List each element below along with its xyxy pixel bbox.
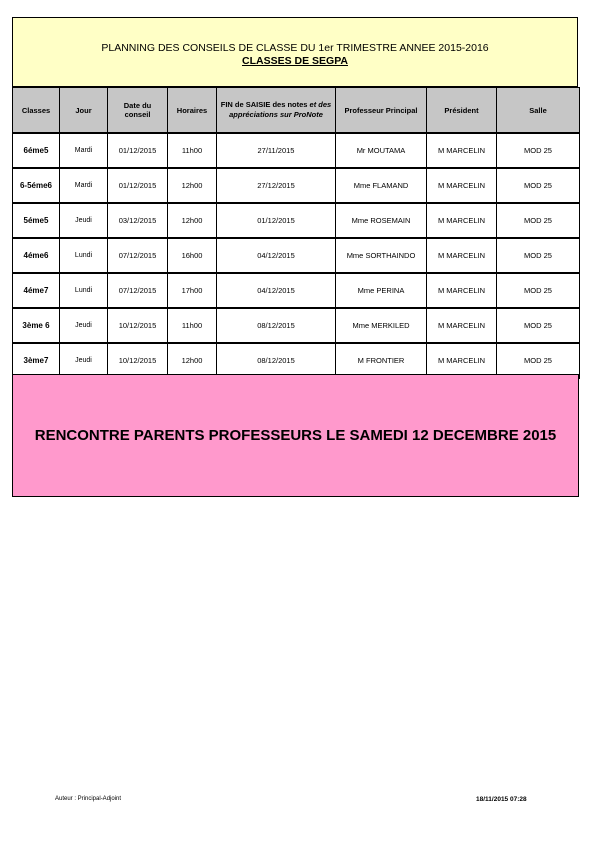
row-date: 10/12/2015 [108, 343, 168, 378]
schedule-table [12, 87, 580, 379]
row-horaire: 11h00 [168, 133, 217, 168]
header-president: Président [427, 88, 497, 134]
row-salle: MOD 25 [497, 133, 580, 168]
header-saisie [217, 88, 336, 134]
row-president: M MARCELIN [427, 308, 497, 343]
row-horaire: 12h00 [168, 168, 217, 203]
row-date: 07/12/2015 [108, 238, 168, 273]
row-president: M MARCELIN [427, 168, 497, 203]
header-date: Date du conseil [108, 88, 168, 134]
row-salle: MOD 25 [497, 308, 580, 343]
row-president: M MARCELIN [427, 133, 497, 168]
row-jour: Jeudi [60, 343, 108, 378]
table-row [13, 273, 580, 308]
table-row [13, 308, 580, 343]
row-professeur: Mme FLAMAND [336, 168, 427, 203]
row-classe: 6-5éme6 [13, 168, 60, 203]
row-jour: Mardi [60, 133, 108, 168]
row-classe: 3ème 6 [13, 308, 60, 343]
row-jour: Lundi [60, 273, 108, 308]
row-jour: Jeudi [60, 203, 108, 238]
page-subtitle [13, 55, 577, 67]
row-date: 10/12/2015 [108, 308, 168, 343]
row-professeur: Mme ROSEMAIN [336, 203, 427, 238]
page-subtitle-text: CLASSES DE SEGPA [242, 55, 348, 67]
page-title: PLANNING DES CONSEILS DE CLASSE DU 1er TRIMESTRE ANNEE 2015-2016 [101, 42, 489, 54]
row-professeur: M FRONTIER [336, 343, 427, 378]
header-classes: Classes [13, 88, 60, 134]
table-row [13, 133, 580, 168]
header-jour: Jour [60, 88, 108, 134]
header-salle: Salle [497, 88, 580, 134]
header-saisie-italic: et des appréciations sur ProNote [229, 100, 332, 119]
row-salle: MOD 25 [497, 203, 580, 238]
row-president: M MARCELIN [427, 203, 497, 238]
row-salle: MOD 25 [497, 273, 580, 308]
row-professeur: Mme PERINA [336, 273, 427, 308]
row-salle: MOD 25 [497, 238, 580, 273]
row-president: M MARCELIN [427, 273, 497, 308]
row-date: 01/12/2015 [108, 133, 168, 168]
row-salle: MOD 25 [497, 168, 580, 203]
row-professeur: Mme SORTHAINDO [336, 238, 427, 273]
row-saisie: 01/12/2015 [217, 203, 336, 238]
row-president: M MARCELIN [427, 343, 497, 378]
row-jour: Jeudi [60, 308, 108, 343]
header-saisie-bold: FIN de SAISIE des notes [220, 100, 308, 109]
table-row [13, 168, 580, 203]
title-box [12, 17, 578, 87]
table-row [13, 203, 580, 238]
header-horaires: Horaires [168, 88, 217, 134]
row-saisie: 04/12/2015 [217, 238, 336, 273]
row-date: 01/12/2015 [108, 168, 168, 203]
row-horaire: 11h00 [168, 308, 217, 343]
meeting-banner [12, 374, 579, 497]
row-saisie: 04/12/2015 [217, 273, 336, 308]
banner-text: RENCONTRE PARENTS PROFESSEURS LE SAMEDI 12 DECEMBRE 2015 [34, 427, 557, 444]
row-classe: 6éme5 [13, 133, 60, 168]
row-horaire: 17h00 [168, 273, 217, 308]
row-professeur: Mr MOUTAMA [336, 133, 427, 168]
row-saisie: 08/12/2015 [217, 308, 336, 343]
row-horaire: 16h00 [168, 238, 217, 273]
row-classe: 4éme7 [13, 273, 60, 308]
table-row [13, 343, 580, 378]
row-classe: 3ème7 [13, 343, 60, 378]
row-saisie: 27/12/2015 [217, 168, 336, 203]
row-horaire: 12h00 [168, 203, 217, 238]
row-classe: 5éme5 [13, 203, 60, 238]
row-president: M MARCELIN [427, 238, 497, 273]
table-row [13, 238, 580, 273]
row-saisie: 08/12/2015 [217, 343, 336, 378]
row-saisie: 27/11/2015 [217, 133, 336, 168]
table-header-row [13, 88, 580, 134]
row-date: 07/12/2015 [108, 273, 168, 308]
row-date: 03/12/2015 [108, 203, 168, 238]
header-professeur: Professeur Principal [336, 88, 427, 134]
row-professeur: Mme MERKILED [336, 308, 427, 343]
row-classe: 4éme6 [13, 238, 60, 273]
footer-author: Auteur : Principal-Adjoint [55, 796, 122, 802]
row-salle: MOD 25 [497, 343, 580, 378]
row-jour: Mardi [60, 168, 108, 203]
row-horaire: 12h00 [168, 343, 217, 378]
row-jour: Lundi [60, 238, 108, 273]
footer-timestamp: 18/11/2015 07:28 [476, 796, 527, 803]
